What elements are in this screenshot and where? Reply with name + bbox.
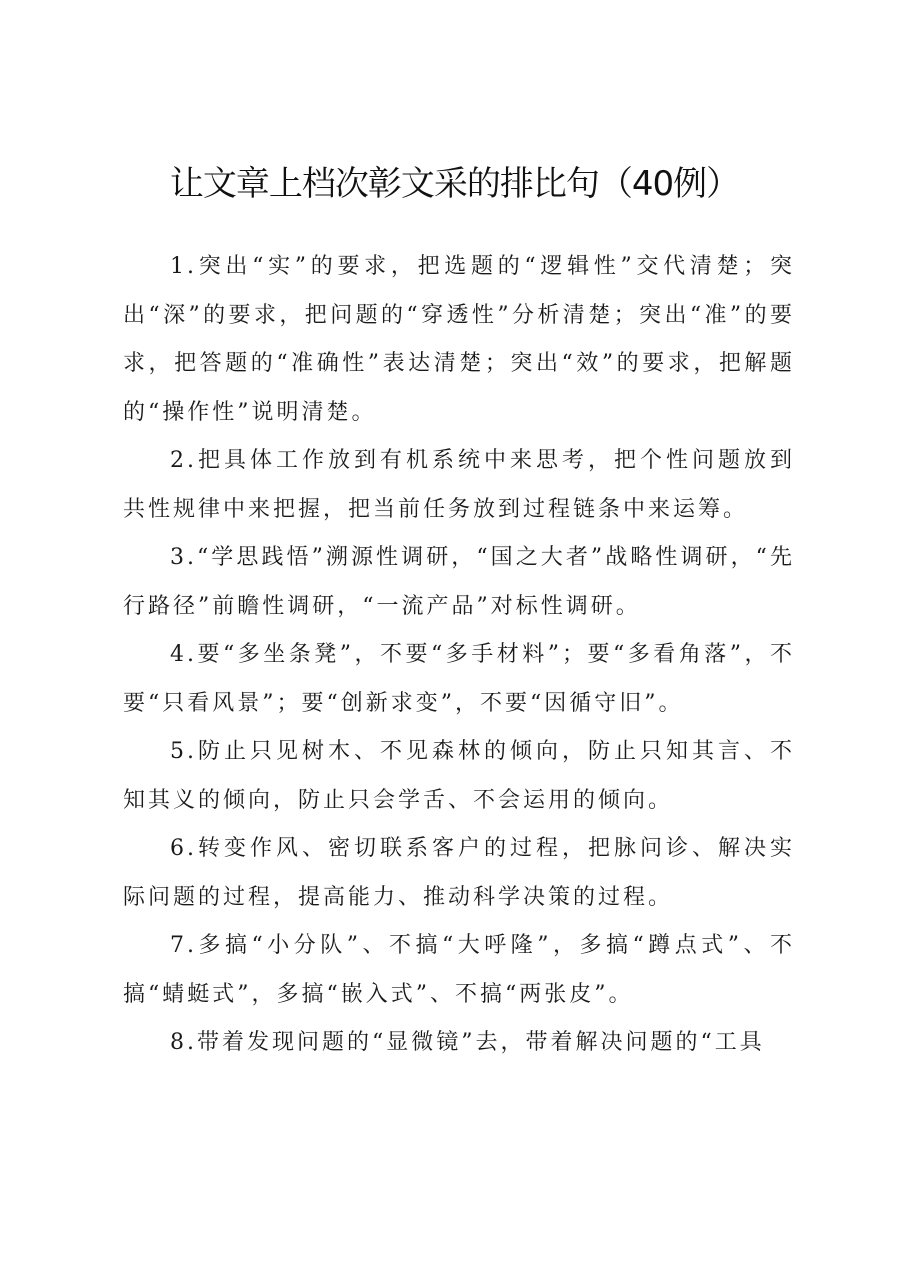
paragraph-7: 7.多搞“小分队”、不搞“大呼隆”，多搞“蹲点式”、不搞“蜻蜓式”，多搞“嵌入式”、不搞“两张皮”。 <box>123 933 795 1007</box>
document-title: 让文章上档次彰文采的排比句（40例） <box>169 164 740 204</box>
paragraph-3: 3.“学思践悟”溯源性调研，“国之大者”战略性调研，“先行路径”前瞻性调研，“一流产品”对标性调研。 <box>123 545 795 619</box>
paragraph-1: 1.突出“实”的要求，把选题的“逻辑性”交代清楚；突出“深”的要求，把问题的“穿透性”分析清楚；突出“准”的要求，把答题的“准确性”表达清楚；突出“效”的要求，把解题的“操作性”说明清楚。 <box>123 254 795 425</box>
document-body <box>123 243 795 1068</box>
paragraph-4: 4.要“多坐条凳”，不要“多手材料”；要“多看角落”，不要“只看风景”；要“创新求变”，不要“因循守旧”。 <box>123 642 795 716</box>
paragraph-2: 2.把具体工作放到有机系统中来思考，把个性问题放到共性规律中来把握，把当前任务放到过程链条中来运筹。 <box>123 448 795 522</box>
paragraph-8: 8.带着发现问题的“显微镜”去，带着解决问题的“工具 <box>170 1030 765 1055</box>
paragraph-6: 6.转变作风、密切联系客户的过程，把脉问诊、解决实际问题的过程，提高能力、推动科学决策的过程。 <box>123 836 795 910</box>
paragraph-5: 5.防止只见树木、不见森林的倾向，防止只知其言、不知其义的倾向，防止只会学舌、不会运用的倾向。 <box>123 739 795 813</box>
